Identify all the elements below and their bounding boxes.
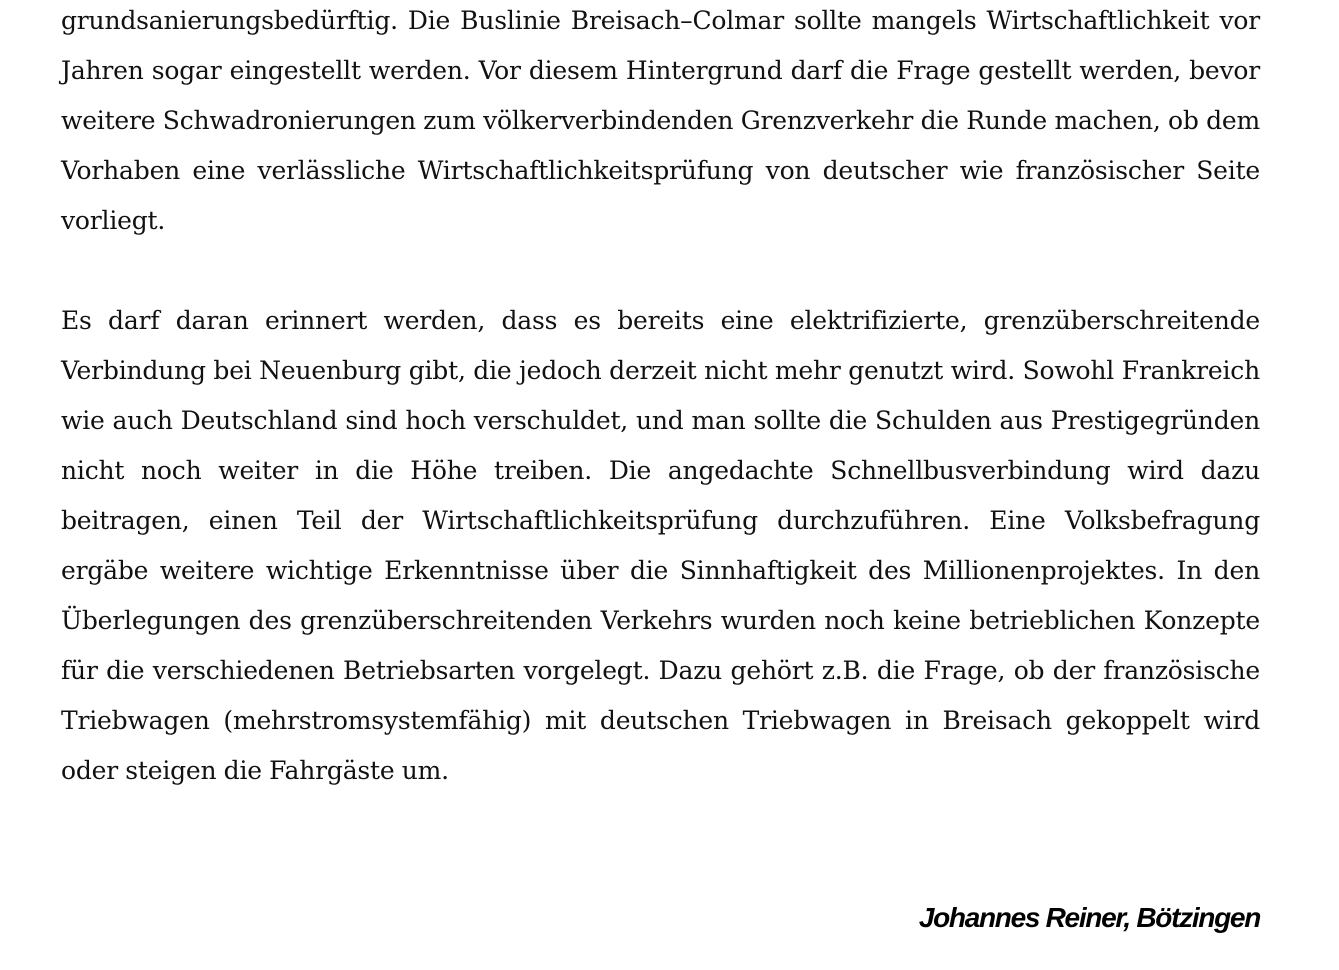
author-signature: Johannes Reiner, Bötzingen	[918, 902, 1260, 933]
letter-body	[61, 0, 1260, 933]
paragraph-2: Es darf daran erinnert werden, dass es bereits eine elektrifizierte, grenzüberschreitende Verbindung bei Neuenburg gibt, die jedoch derzeit nicht mehr genutzt wird. Sowohl Frankreich wie auch Deutschland sind hoch verschuldet, und man sollte die Schulden aus Prestigegründen nicht noch weiter in die Höhe treiben. Die angedachte Schnellbusverbindung wird dazu beitragen, einen Teil der Wirtschaftlichkeitsprüfung durchzuführen. Eine Volksbefragung ergäbe weitere wichtige Erkenntnisse über die Sinnhaftigkeit des Millionenprojektes. In den Überlegungen des grenzüberschreitenden Verkehrs wurden noch keine betrieblichen Konzepte für die verschiedenen Betriebsarten vorgelegt. Dazu gehört z.B. die Frage, ob der französische Triebwagen (mehrstromsystemfähig) mit deutschen Triebwagen in Breisach gekoppelt wird oder steigen die Fahrgäste um.	[61, 306, 1260, 785]
paragraph-spacer	[61, 246, 1260, 296]
paragraph-1: grundsanierungsbedürftig. Die Buslinie Breisach–Colmar sollte mangels Wirtschaftlichkeit vor Jahren sogar eingestellt werden. Vor diesem Hintergrund darf die Frage gestellt werden, bevor weitere Schwadronierungen zum völkerverbindenden Grenzverkehr die Runde machen, ob dem Vorhaben eine verlässliche Wirtschaftlichkeitsprüfung von deutscher wie französischer Seite vorliegt.	[61, 6, 1260, 235]
